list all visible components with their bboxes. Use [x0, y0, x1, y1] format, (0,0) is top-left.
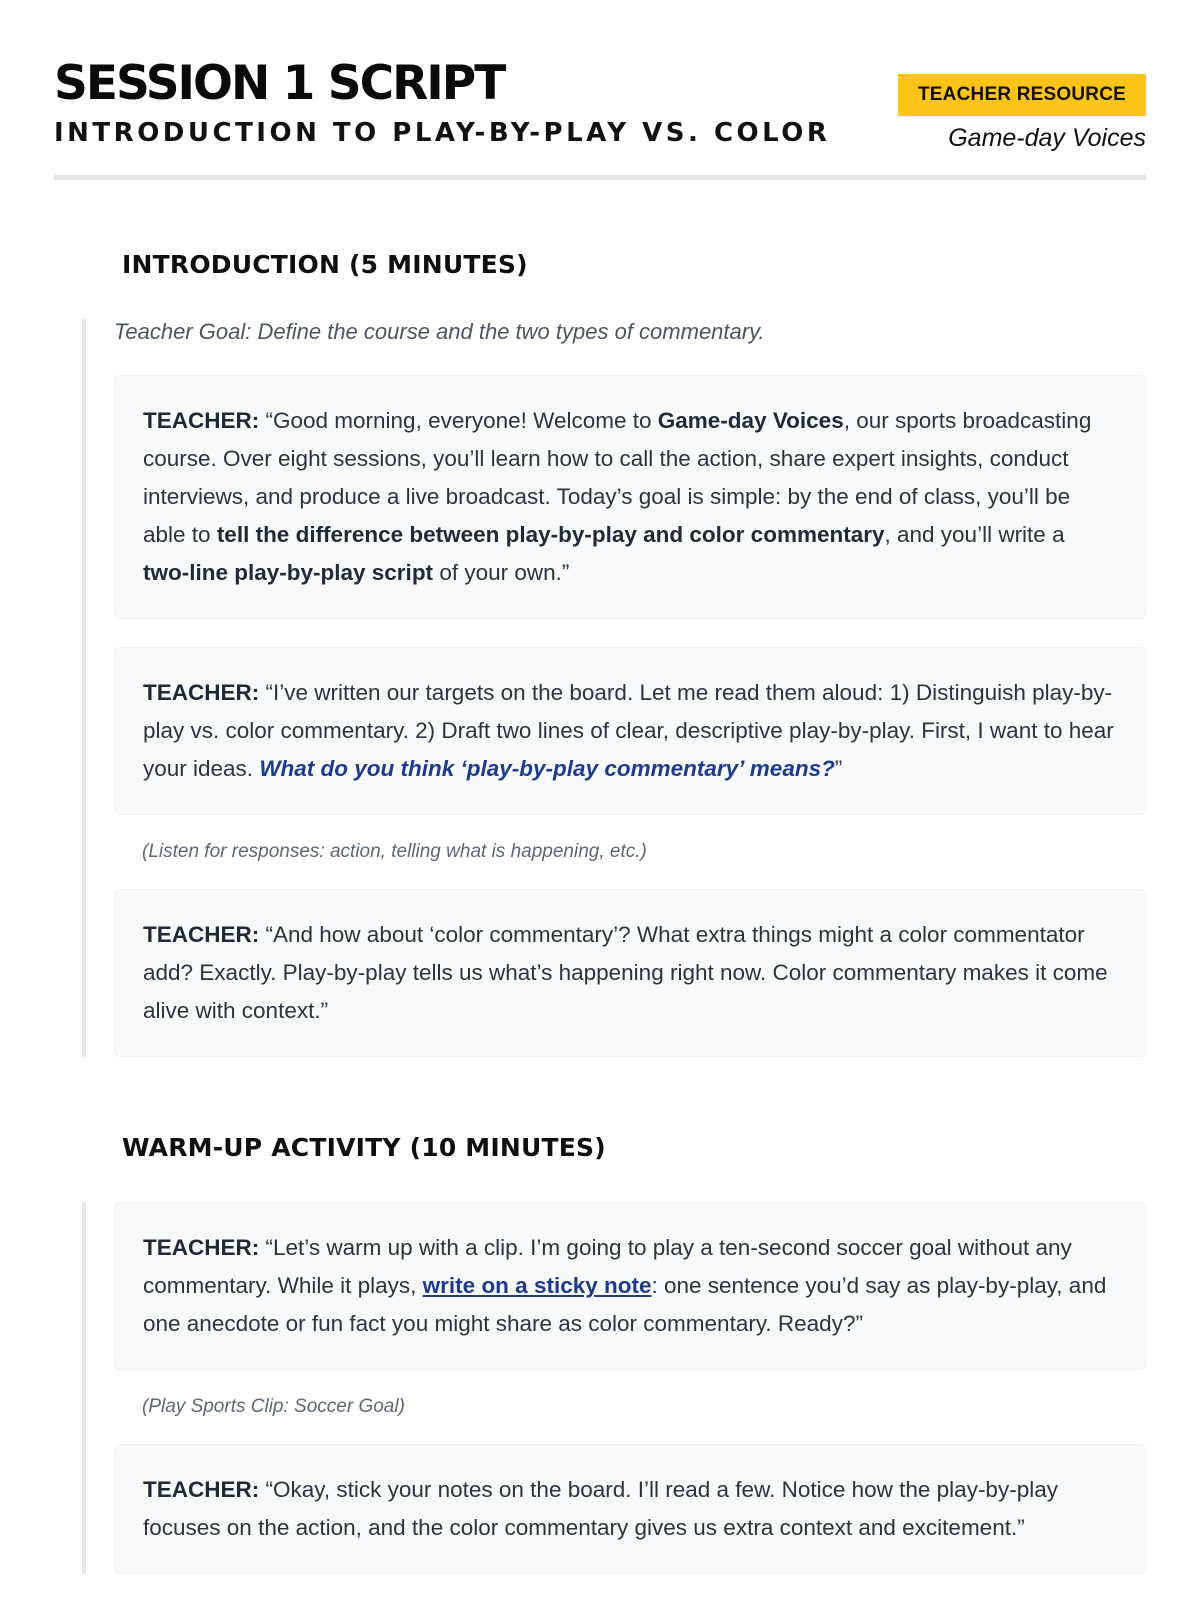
script-text: ” — [834, 756, 843, 781]
script-text: : one sentence you’d say as play-by-play, and one anecdote or fun fact you might share as color commentary. Ready?” — [143, 1273, 1107, 1336]
script-text: of your own.” — [433, 560, 570, 585]
script-text: “Let’s warm up with a clip. I’m going to play a ten-second soccer goal without any commentary. While it plays, — [143, 1235, 1072, 1298]
script-text: “And how about ‘color commentary’? What extra things might a color commentator add? Exactly. Play-by-play tells us what’s happening right now. Color commentary makes it come alive with context.” — [143, 922, 1108, 1023]
page-subtitle: INTRODUCTION TO PLAY-BY-PLAY VS. COLOR — [54, 118, 831, 148]
script-card — [114, 375, 1146, 619]
discussion-question: What do you think ‘play-by-play commentary’ means? — [259, 756, 835, 781]
script-text: “Good morning, everyone! Welcome to — [259, 408, 658, 433]
speaker-label: TEACHER: — [143, 408, 260, 433]
script-card — [114, 1444, 1146, 1574]
script-card — [114, 889, 1146, 1057]
course-name-emphasis: Game-day Voices — [657, 408, 844, 433]
script-text: “I’ve written our targets on the board. Let me read them aloud: 1) Distinguish play-by-play vs. color commentary. 2) Draft two lines of clear, descriptive play-by-play. First, I want to hear your ideas. — [143, 680, 1114, 781]
header — [54, 56, 1146, 180]
course-brand: Game-day Voices — [948, 124, 1146, 152]
section-title-introduction: INTRODUCTION (5 MINUTES) — [122, 250, 528, 279]
stage-direction: (Play Sports Clip: Soccer Goal) — [142, 1396, 405, 1417]
teacher-goal: Teacher Goal: Define the course and the two types of commentary. — [114, 319, 765, 344]
section-title-warm-up: WARM-UP ACTIVITY (10 MINUTES) — [122, 1133, 606, 1162]
task-emphasis: two-line play-by-play script — [143, 560, 434, 585]
page-title: SESSION 1 SCRIPT — [54, 56, 505, 111]
script-text: , and you’ll write a — [884, 522, 1065, 547]
speaker-label: TEACHER: — [143, 922, 260, 947]
script-card — [114, 1202, 1146, 1370]
speaker-label: TEACHER: — [143, 1235, 260, 1260]
stage-direction: (Listen for responses: action, telling what is happening, etc.) — [142, 841, 647, 862]
goal-emphasis: tell the difference between play-by-play and color commentary — [216, 522, 885, 547]
section-introduction — [82, 319, 1146, 1057]
script-text: “Okay, stick your notes on the board. I’ll read a few. Notice how the play-by-play focuses on the action, and the color commentary gives us extra context and excitement.” — [143, 1477, 1058, 1540]
teacher-resource-badge: TEACHER RESOURCE — [898, 74, 1146, 116]
sticky-note-link[interactable]: write on a sticky note — [422, 1273, 652, 1298]
script-text: , our sports broadcasting course. Over eight sessions, you’ll learn how to call the action, share expert insights, conduct interviews, and produce a live broadcast. Today’s goal is simple: by the end of class, you’ll be able to — [143, 408, 1092, 547]
section-warm-up — [82, 1202, 1146, 1574]
speaker-label: TEACHER: — [143, 680, 260, 705]
speaker-label: TEACHER: — [143, 1477, 260, 1502]
script-card — [114, 647, 1146, 815]
